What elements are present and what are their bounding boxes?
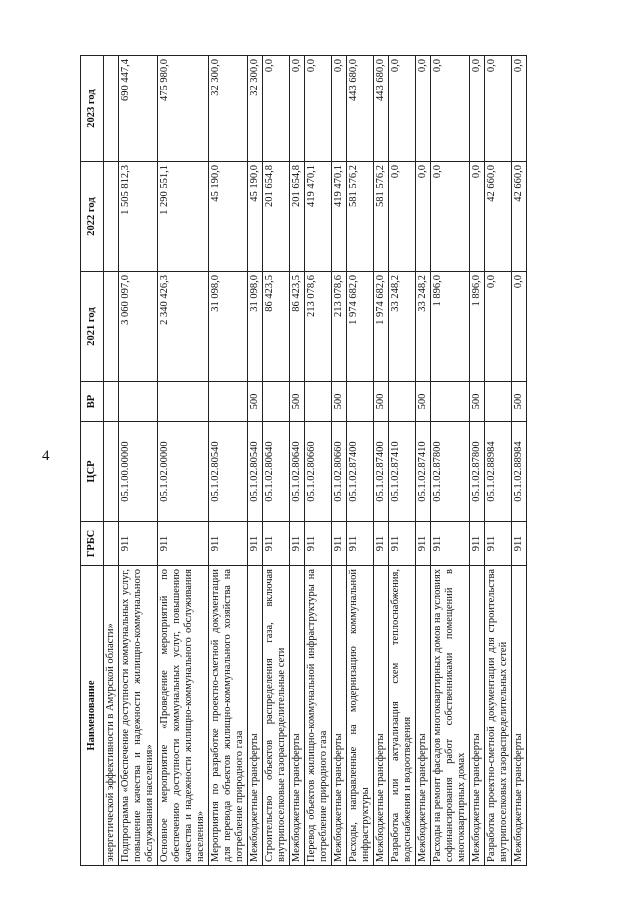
cell-vr: 500 <box>470 382 485 422</box>
cell-vr <box>263 382 290 422</box>
cell-2021: 213 078,6 <box>305 272 332 382</box>
cell-csr: 05.1.02.87400 <box>347 422 374 522</box>
table-row <box>416 56 431 866</box>
cell-2022: 1 290 551,1 <box>158 162 209 272</box>
cell-csr: 05.1.00.00000 <box>119 422 158 522</box>
cell-2023: 0,0 <box>416 56 431 162</box>
cell-2021: 3 060 097,0 <box>119 272 158 382</box>
cell-vr: 500 <box>512 382 527 422</box>
cell-name: Межбюджетные трансферты <box>512 566 527 866</box>
cell-csr: 05.1.02.87410 <box>416 422 431 522</box>
cell-vr: 500 <box>374 382 389 422</box>
cell-csr: 05.1.02.87400 <box>374 422 389 522</box>
cell-2021: 33 248,2 <box>416 272 431 382</box>
cell-2022 <box>104 162 119 272</box>
cell-2022: 45 190,0 <box>209 162 248 272</box>
cell-csr: 05.1.02.80660 <box>332 422 347 522</box>
cell-2021: 1 974 682,0 <box>374 272 389 382</box>
cell-grbs: 911 <box>305 522 332 566</box>
cell-2021: 1 896,0 <box>470 272 485 382</box>
cell-2023: 0,0 <box>290 56 305 162</box>
cell-csr: 05.1.02.88984 <box>512 422 527 522</box>
table-row <box>104 56 119 866</box>
cell-grbs: 911 <box>389 522 416 566</box>
cell-2021: 0,0 <box>512 272 527 382</box>
cell-2023: 0,0 <box>389 56 416 162</box>
cell-grbs: 911 <box>431 522 470 566</box>
cell-2021 <box>104 272 119 382</box>
cell-csr: 05.1.02.87800 <box>431 422 470 522</box>
cell-2022: 0,0 <box>389 162 416 272</box>
cell-name: Разработка или актуализация схем теплоснабжения, водоснабжения и водоотведения <box>389 566 416 866</box>
table-row <box>119 56 158 866</box>
cell-name: энергетической эффективности в Амурской области» <box>104 566 119 866</box>
cell-2021: 86 423,5 <box>263 272 290 382</box>
cell-vr <box>347 382 374 422</box>
cell-name: Основное мероприятие «Проведение мероприятий по обеспечению доступности коммунальных услуг, повышению качества и надежности жилищно-коммунального обслуживания населения» <box>158 566 209 866</box>
table-header-row <box>81 56 104 866</box>
cell-2023 <box>104 56 119 162</box>
cell-2022: 419 470,1 <box>305 162 332 272</box>
cell-2023: 443 680,0 <box>347 56 374 162</box>
header-2021: 2021 год <box>81 272 104 382</box>
cell-name: Межбюджетные трансферты <box>416 566 431 866</box>
header-csr: ЦСР <box>81 422 104 522</box>
table-row <box>512 56 527 866</box>
cell-name: Мероприятия по разработке проектно-сметной документации для перевода объектов жилищно-коммунального хозяйства на потребление природного газа <box>209 566 248 866</box>
cell-vr: 500 <box>416 382 431 422</box>
cell-csr: 05.1.02.80540 <box>209 422 248 522</box>
cell-vr <box>119 382 158 422</box>
cell-2023: 0,0 <box>485 56 512 162</box>
cell-2021: 31 098,0 <box>248 272 263 382</box>
cell-vr: 500 <box>290 382 305 422</box>
cell-name: Межбюджетные трансферты <box>332 566 347 866</box>
table-row <box>374 56 389 866</box>
cell-grbs: 911 <box>485 522 512 566</box>
cell-vr <box>485 382 512 422</box>
table-row <box>248 56 263 866</box>
cell-csr: 05.1.02.80640 <box>290 422 305 522</box>
cell-2021: 31 098,0 <box>209 272 248 382</box>
header-grbs: ГРБС <box>81 522 104 566</box>
cell-grbs: 911 <box>209 522 248 566</box>
cell-grbs: 911 <box>248 522 263 566</box>
table-row <box>470 56 485 866</box>
cell-2022: 45 190,0 <box>248 162 263 272</box>
header-2023: 2023 год <box>81 56 104 162</box>
cell-name: Разработка проектно-сметной документации для строительства внутрипоселковых газораспределительных сетей <box>485 566 512 866</box>
cell-2022: 1 505 812,3 <box>119 162 158 272</box>
cell-vr <box>305 382 332 422</box>
cell-name: Строительство объектов распределения газа, включая внутрипоселковые газораспределительные сети <box>263 566 290 866</box>
cell-2022: 201 654,8 <box>263 162 290 272</box>
cell-grbs: 911 <box>416 522 431 566</box>
cell-2023: 32 300,0 <box>248 56 263 162</box>
header-vr: ВР <box>81 382 104 422</box>
table-row <box>485 56 512 866</box>
rotated-table-container <box>80 56 600 866</box>
cell-vr: 500 <box>332 382 347 422</box>
cell-vr <box>158 382 209 422</box>
cell-name: Межбюджетные трансферты <box>374 566 389 866</box>
header-name: Наименование <box>81 566 104 866</box>
budget-table <box>80 55 527 866</box>
cell-2022: 42 660,0 <box>485 162 512 272</box>
cell-vr: 500 <box>248 382 263 422</box>
cell-2021: 1 896,0 <box>431 272 470 382</box>
table-row <box>263 56 290 866</box>
cell-2021: 86 423,5 <box>290 272 305 382</box>
cell-2023: 475 980,0 <box>158 56 209 162</box>
cell-csr: 05.1.02.80640 <box>263 422 290 522</box>
cell-csr <box>104 422 119 522</box>
cell-2021: 213 078,6 <box>332 272 347 382</box>
cell-2023: 0,0 <box>332 56 347 162</box>
cell-2021: 33 248,2 <box>389 272 416 382</box>
cell-name: Расходы на ремонт фасадов многоквартирных домов на условиях софинансирования работ собственниками помещений в многоквартирных домах <box>431 566 470 866</box>
cell-name: Перевод объектов жилищно-коммунальной инфраструктуры на потребление природного газа <box>305 566 332 866</box>
cell-name: Подпрограмма «Обеспечение доступности коммунальных услуг, повышение качества и надежности жилищно-коммунального обслуживания населения» <box>119 566 158 866</box>
cell-2022: 0,0 <box>470 162 485 272</box>
cell-2022: 581 576,2 <box>347 162 374 272</box>
cell-2021: 1 974 682,0 <box>347 272 374 382</box>
cell-grbs: 911 <box>263 522 290 566</box>
cell-2022: 0,0 <box>416 162 431 272</box>
cell-2023: 690 447,4 <box>119 56 158 162</box>
table-row <box>209 56 248 866</box>
table-row <box>389 56 416 866</box>
cell-grbs: 911 <box>332 522 347 566</box>
cell-name: Межбюджетные трансферты <box>290 566 305 866</box>
cell-2023: 32 300,0 <box>209 56 248 162</box>
cell-2022: 201 654,8 <box>290 162 305 272</box>
cell-grbs: 911 <box>290 522 305 566</box>
table-row <box>305 56 332 866</box>
page-number: 4 <box>42 448 50 464</box>
table-row <box>290 56 305 866</box>
cell-name: Межбюджетные трансферты <box>248 566 263 866</box>
cell-2021: 2 340 426,3 <box>158 272 209 382</box>
cell-2023: 0,0 <box>305 56 332 162</box>
cell-csr: 05.1.02.87410 <box>389 422 416 522</box>
cell-grbs <box>104 522 119 566</box>
cell-name: Расходы, направленные на модернизацию коммунальной инфраструктуры <box>347 566 374 866</box>
cell-csr: 05.1.02.80660 <box>305 422 332 522</box>
cell-2022: 42 660,0 <box>512 162 527 272</box>
cell-2022: 581 576,2 <box>374 162 389 272</box>
cell-csr: 05.1.02.88984 <box>485 422 512 522</box>
cell-2021: 0,0 <box>485 272 512 382</box>
cell-vr <box>389 382 416 422</box>
cell-grbs: 911 <box>119 522 158 566</box>
cell-csr: 05.1.02.87800 <box>470 422 485 522</box>
table-row <box>347 56 374 866</box>
table-row <box>332 56 347 866</box>
cell-2022: 0,0 <box>431 162 470 272</box>
cell-2022: 419 470,1 <box>332 162 347 272</box>
table-row <box>158 56 209 866</box>
cell-2023: 443 680,0 <box>374 56 389 162</box>
cell-2023: 0,0 <box>431 56 470 162</box>
cell-vr <box>431 382 470 422</box>
cell-grbs: 911 <box>374 522 389 566</box>
cell-vr <box>104 382 119 422</box>
cell-csr: 05.1.02.00000 <box>158 422 209 522</box>
cell-name: Межбюджетные трансферты <box>470 566 485 866</box>
cell-csr: 05.1.02.80540 <box>248 422 263 522</box>
cell-grbs: 911 <box>347 522 374 566</box>
cell-2023: 0,0 <box>470 56 485 162</box>
table-row <box>431 56 470 866</box>
cell-vr <box>209 382 248 422</box>
cell-grbs: 911 <box>512 522 527 566</box>
cell-2023: 0,0 <box>263 56 290 162</box>
cell-2023: 0,0 <box>512 56 527 162</box>
header-2022: 2022 год <box>81 162 104 272</box>
cell-grbs: 911 <box>470 522 485 566</box>
cell-grbs: 911 <box>158 522 209 566</box>
